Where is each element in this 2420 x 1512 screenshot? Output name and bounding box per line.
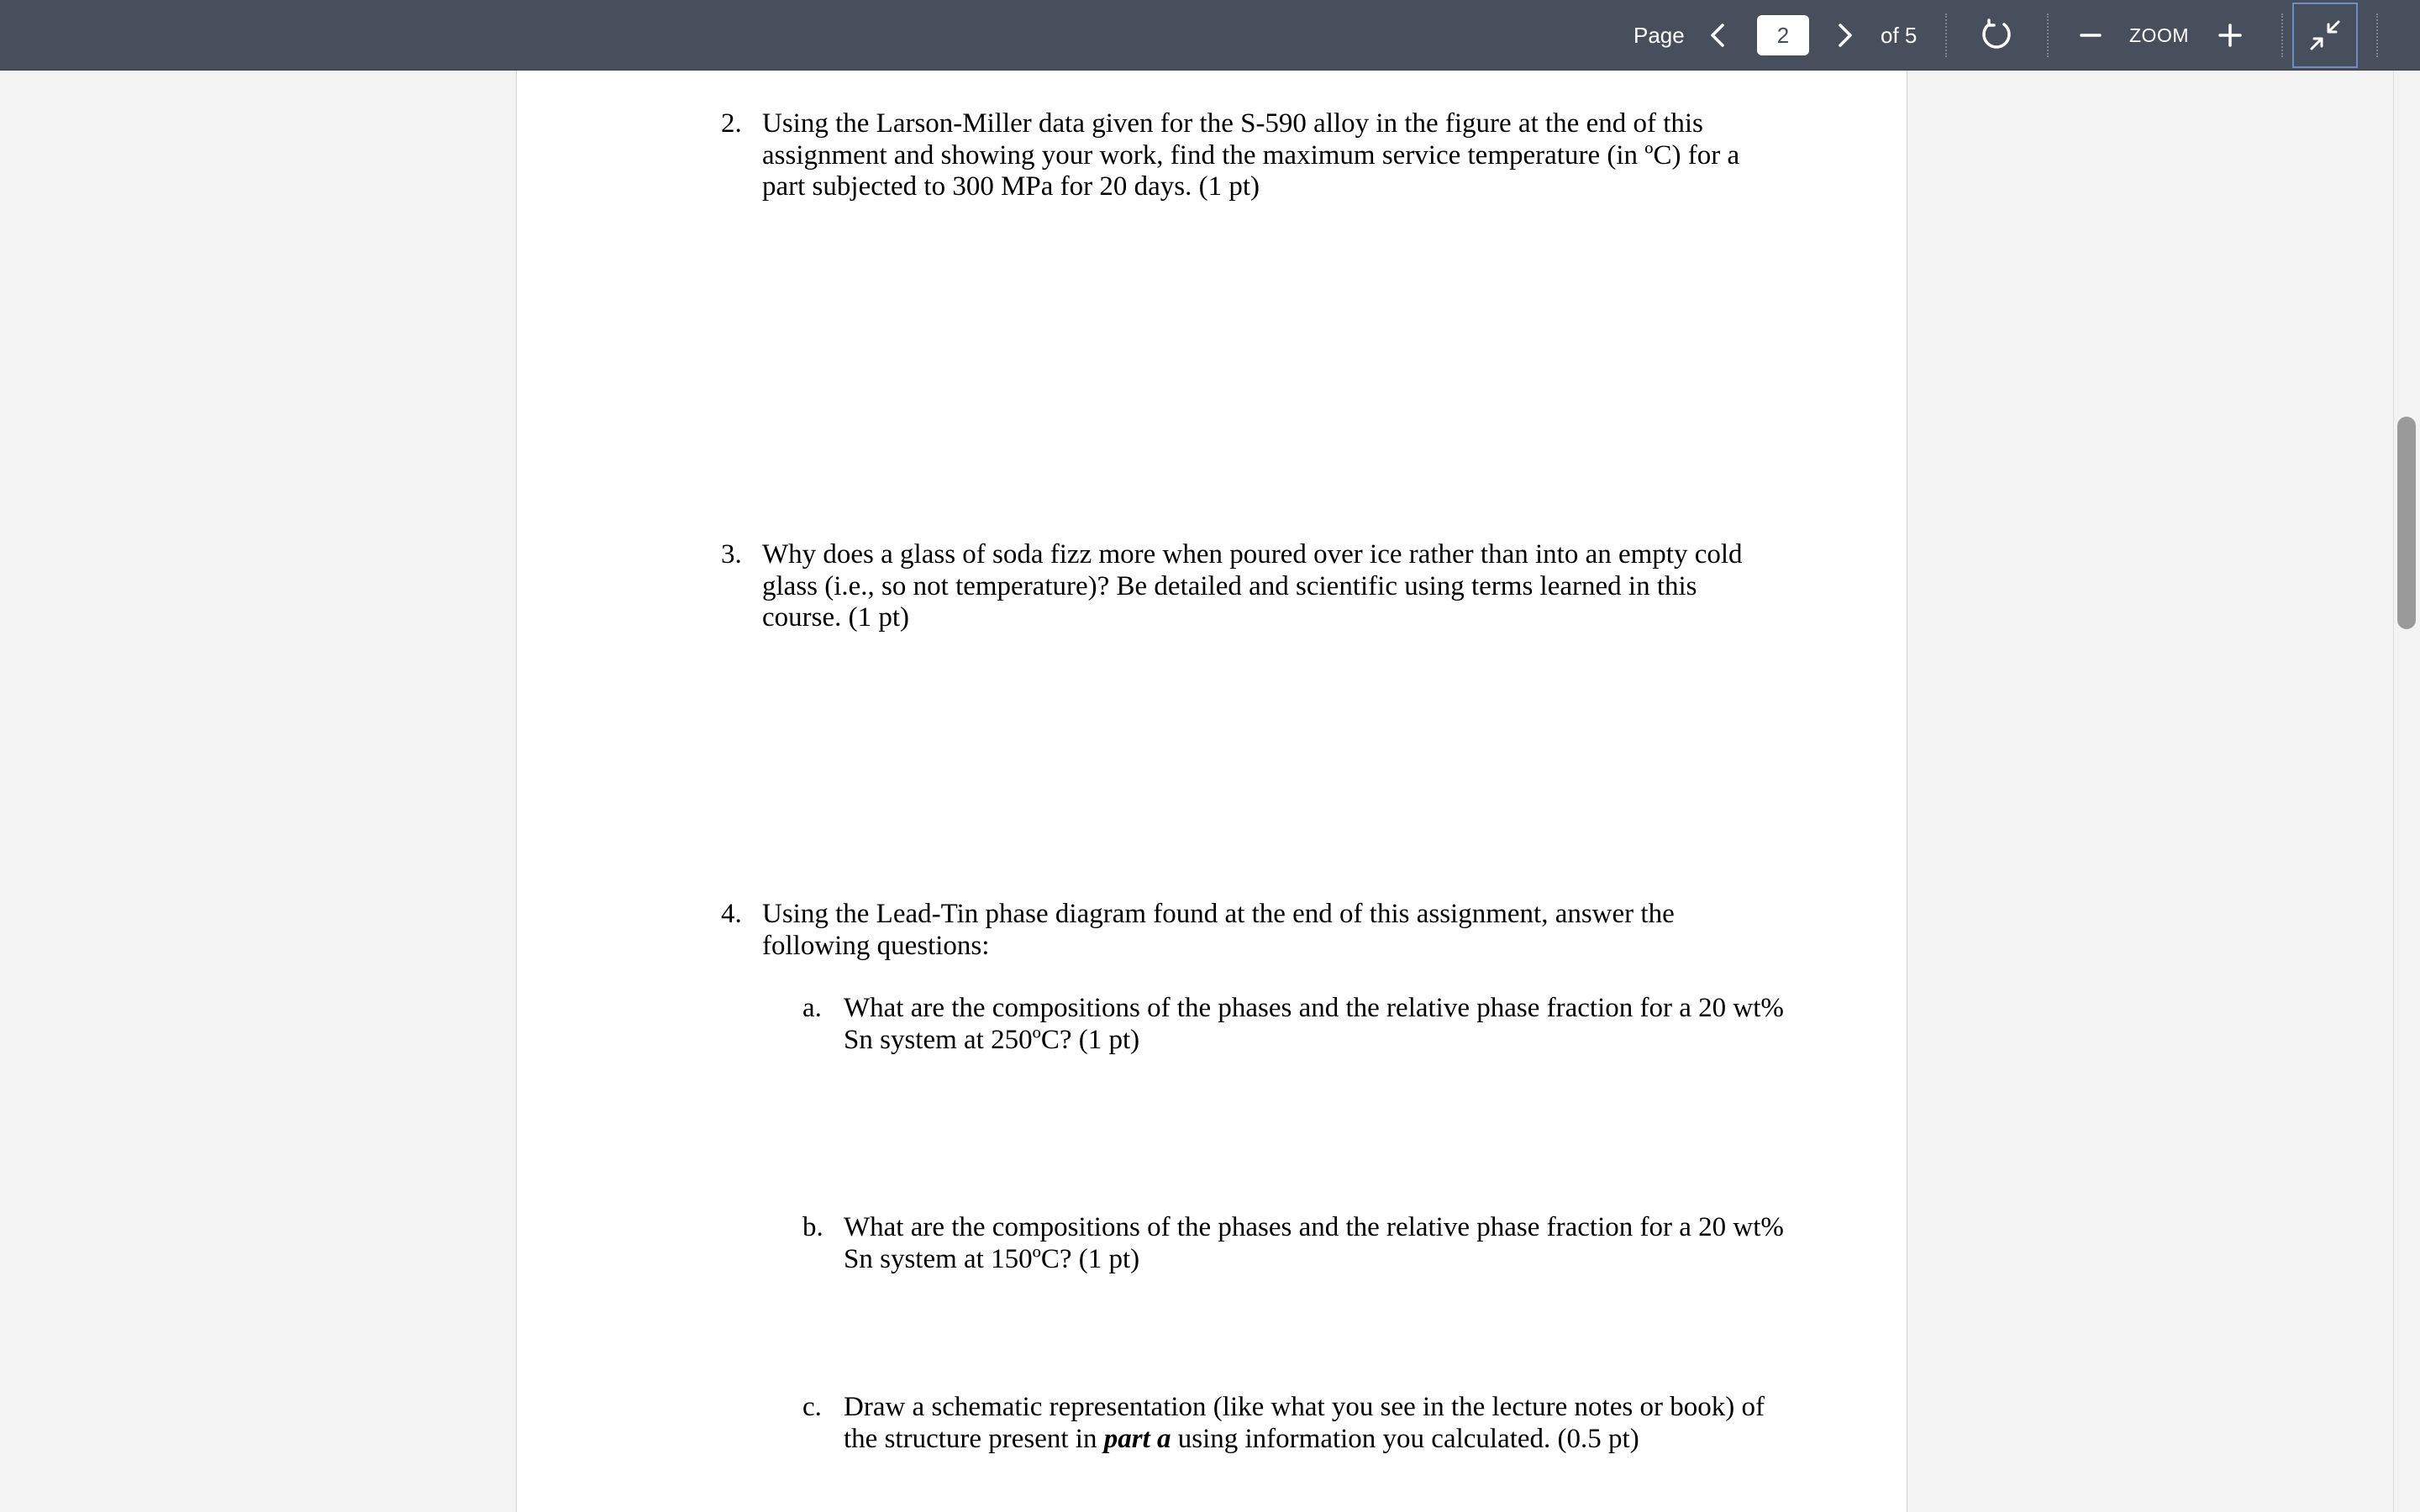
question-number: 2. xyxy=(721,108,742,139)
question-text: Using the Larson-Miller data given for the S-590 alloy in the figure at the end of this assignment and showing your work, find the maximum service temperature (in ºC) for a part subjected to 300 MPa for 20 days. (1 pt) xyxy=(762,108,1740,202)
toolbar-divider xyxy=(2281,13,2283,57)
sub-question-text-end: using information you calculated. (0.5 pt) xyxy=(1171,1423,1639,1454)
sub-question-letter: c. xyxy=(802,1392,822,1422)
document-page xyxy=(516,71,1907,1512)
plus-icon xyxy=(2210,15,2250,55)
sub-question-text: What are the compositions of the phases and the relative phase fraction for a 20 wt% Sn system at 150ºC? (1 pt) xyxy=(844,1212,1784,1274)
zoom-out-button[interactable] xyxy=(2070,15,2111,55)
minus-icon xyxy=(2070,15,2111,55)
sub-question-text xyxy=(844,1392,1785,1455)
exit-fullscreen-icon xyxy=(2307,17,2344,54)
toolbar-divider xyxy=(2376,13,2378,57)
vertical-scrollbar-thumb[interactable] xyxy=(2397,417,2416,629)
rotate-icon xyxy=(1975,13,2018,57)
sub-question-letter: a. xyxy=(802,993,822,1023)
next-page-button[interactable] xyxy=(1823,15,1864,55)
page-number-input[interactable] xyxy=(1757,15,1809,55)
question-number: 4. xyxy=(721,899,742,929)
zoom-in-button[interactable] xyxy=(2210,15,2250,55)
page-label: Page xyxy=(1634,22,1685,48)
chevron-right-icon xyxy=(1823,15,1864,55)
page-total-label: of 5 xyxy=(1881,22,1918,48)
zoom-label: ZOOM xyxy=(2129,24,2189,46)
exit-fullscreen-button[interactable] xyxy=(2292,3,2358,68)
toolbar-divider xyxy=(2047,13,2049,57)
question-text: Why does a glass of soda fizz more when poured over ice rather than into an empty cold glass (i.e., so not temperature)? Be detailed and scientific using terms learned in this course. (1 pt) xyxy=(762,539,1743,633)
question-text: Using the Lead-Tin phase diagram found at the end of this assignment, answer the following questions: xyxy=(762,899,1675,961)
sub-question-letter: b. xyxy=(802,1212,823,1242)
rotate-button[interactable] xyxy=(1975,13,2018,57)
pdf-toolbar xyxy=(0,0,2420,71)
emphasized-text: part a xyxy=(1103,1423,1171,1454)
chevron-left-icon xyxy=(1699,15,1739,55)
question-number: 3. xyxy=(721,539,742,570)
sub-question-text: What are the compositions of the phases and the relative phase fraction for a 20 wt% Sn system at 250ºC? (1 pt) xyxy=(844,993,1784,1055)
previous-page-button[interactable] xyxy=(1699,15,1739,55)
vertical-scrollbar-track[interactable] xyxy=(2393,71,2420,1512)
toolbar-divider xyxy=(1945,13,1947,57)
sub-question-text-start: Draw a schematic representation (like what you see in the lecture notes or book) of the structure present in xyxy=(844,1392,1765,1454)
